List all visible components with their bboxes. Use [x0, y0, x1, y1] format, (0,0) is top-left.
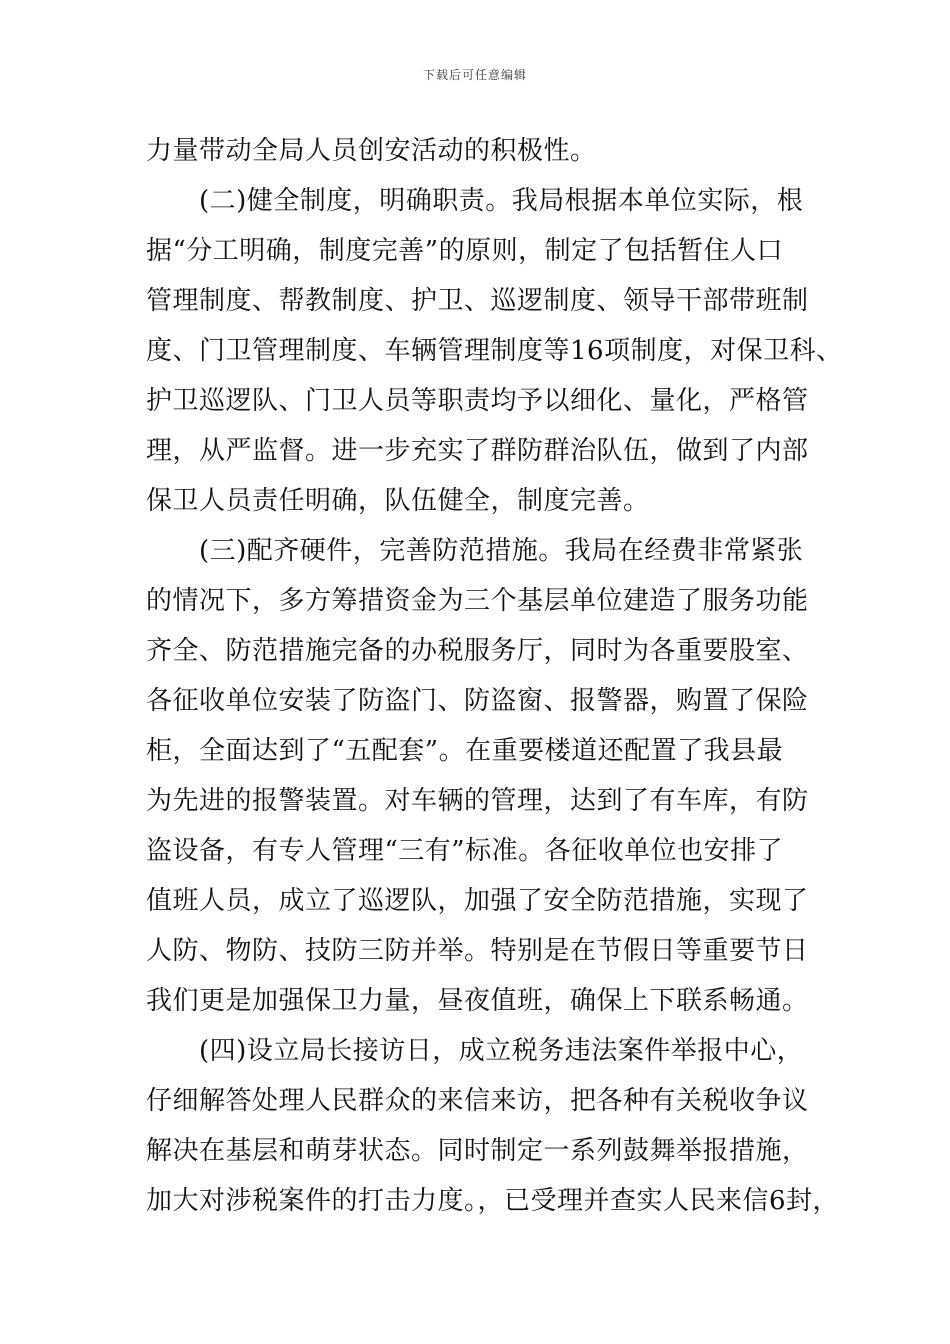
- text-line: 柜，全面达到了“五配套”。在重要楼道还配置了我县最: [146, 736, 784, 766]
- text-line: 我们更是加强保卫力量，昼夜值班，确保上下联系畅通。: [146, 986, 809, 1016]
- document-body: [146, 126, 843, 1226]
- text-line: 为先进的报警装置。对车辆的管理，达到了有车库，有防: [146, 786, 809, 816]
- text-line: 护卫巡逻队、门卫人员等职责均予以细化、量化，严格管: [146, 386, 809, 416]
- text-line: 理，从严监督。进一步充实了群防群治队伍，做到了内部: [146, 436, 809, 466]
- paragraph-heading-line: (二)健全制度，明确职责。我局根据本单位实际，根: [199, 186, 804, 216]
- text-line: 盗设备，有专人管理“三有”标准。各征收单位也安排了: [146, 836, 784, 866]
- text-line: 齐全、防范措施完备的办税服务厅，同时为各重要股室、: [146, 636, 809, 666]
- page-header: 下载后可任意编辑: [422, 68, 527, 82]
- text-line: 各征收单位安装了防盗门、防盗窗、报警器，购置了保险: [146, 686, 809, 716]
- text-line: 据“分工明确，制度完善”的原则，制定了包括暂住人口: [146, 236, 784, 266]
- text-line: 值班人员，成立了巡逻队，加强了安全防范措施，实现了: [146, 886, 809, 916]
- text-line: 人防、物防、技防三防并举。特别是在节假日等重要节日: [146, 936, 809, 966]
- paragraph-heading-line: (四)设立局长接访日，成立税务违法案件举报中心，: [199, 1036, 804, 1066]
- text-line: 保卫人员责任明确，队伍健全，制度完善。: [146, 486, 650, 516]
- text-line: 的情况下，多方筹措资金为三个基层单位建造了服务功能: [146, 586, 809, 616]
- text-line: 管理制度、帮教制度、护卫、巡逻制度、领导干部带班制: [146, 286, 809, 316]
- text-line: 力量带动全局人员创安活动的积极性。: [146, 136, 597, 166]
- text-line: 解决在基层和萌芽状态。同时制定一系列鼓舞举报措施，: [146, 1136, 809, 1166]
- text-line: 仔细解答处理人民群众的来信来访，把各种有关税收争议: [146, 1086, 809, 1116]
- paragraph-heading-line: (三)配齐硬件，完善防范措施。我局在经费非常紧张: [199, 536, 804, 566]
- text-line: 加大对涉税案件的打击力度。，已受理并查实人民来信6封，: [146, 1186, 840, 1216]
- text-line: 度、门卫管理制度、车辆管理制度等16项制度，对保卫科、: [146, 336, 843, 366]
